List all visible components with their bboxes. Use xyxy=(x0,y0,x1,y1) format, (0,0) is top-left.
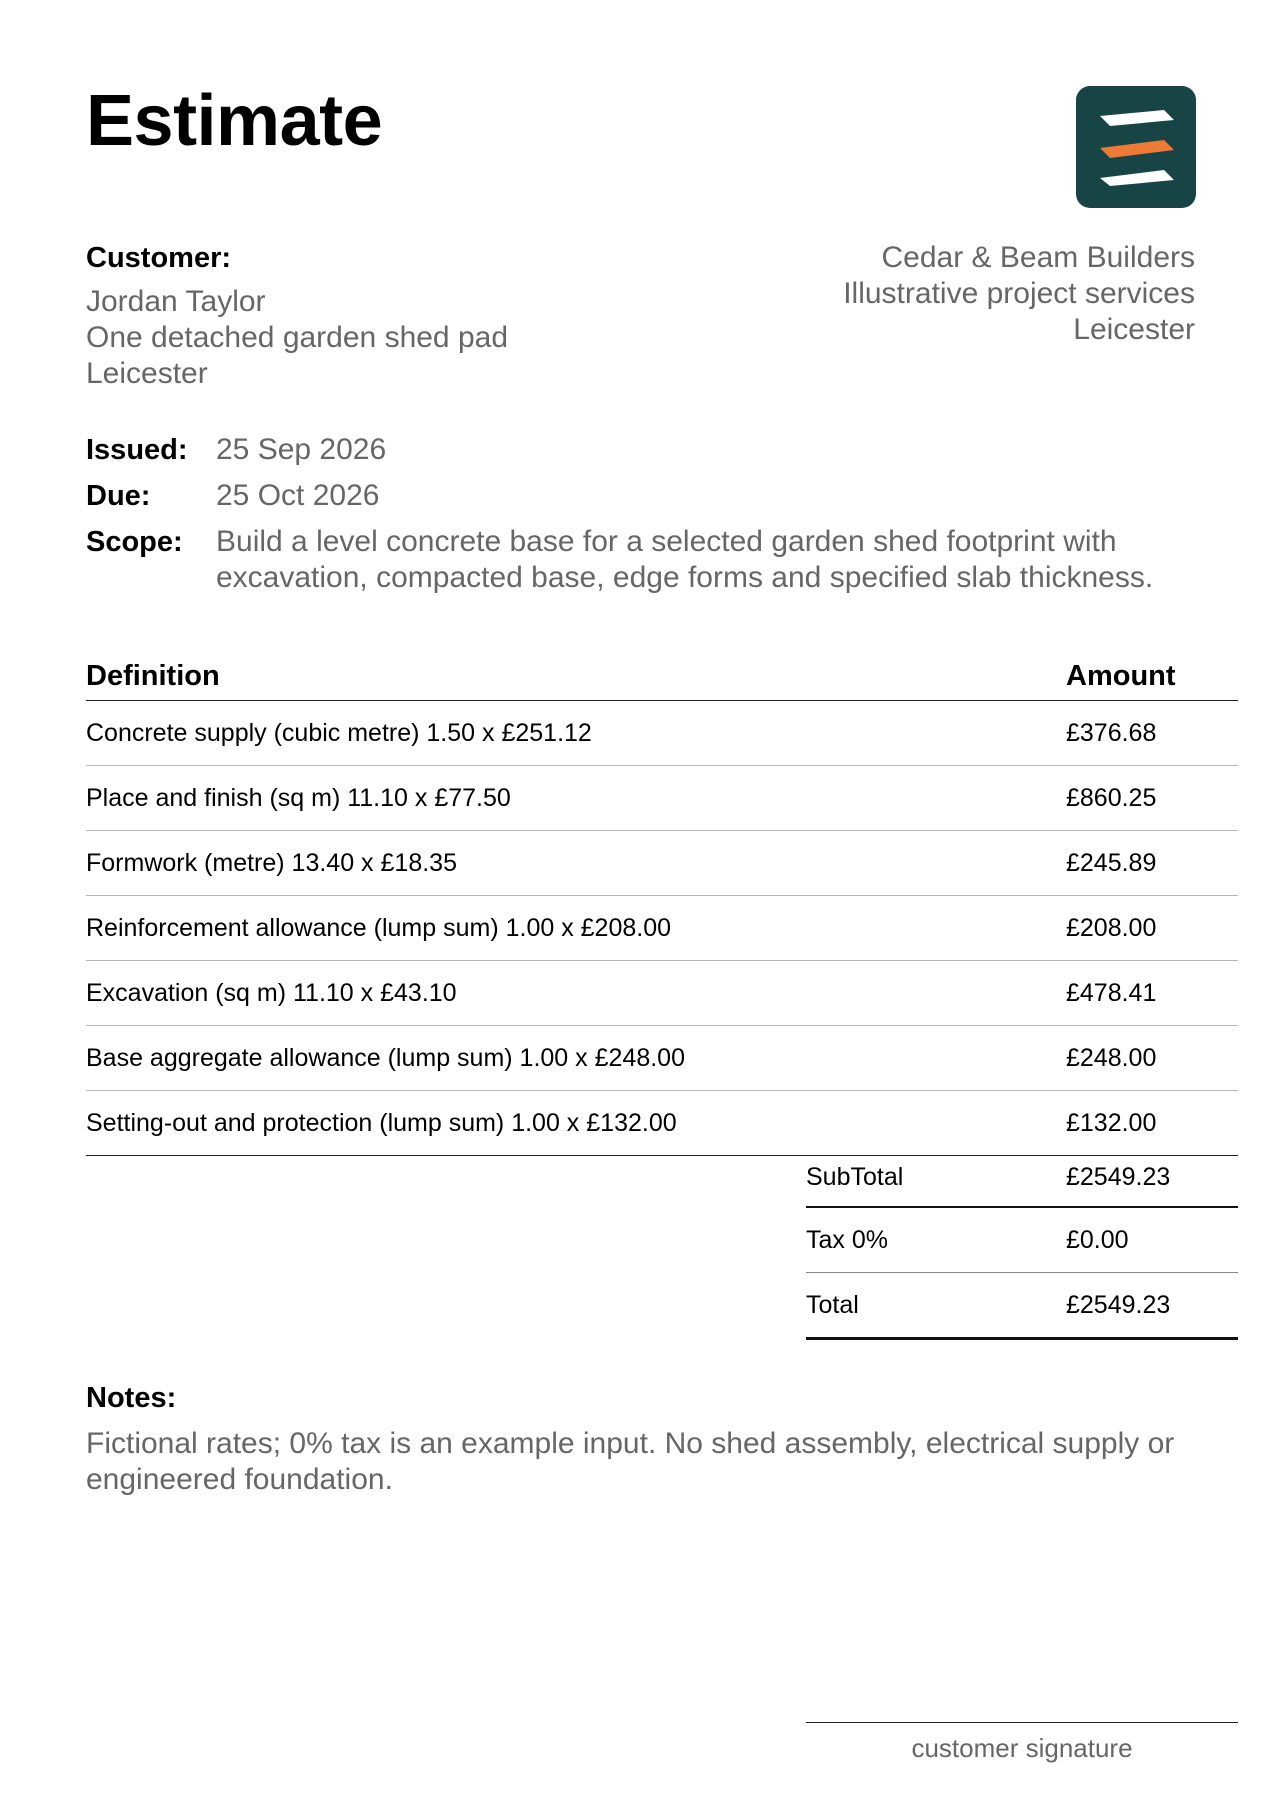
table-row xyxy=(86,701,1238,766)
page-title: Estimate xyxy=(86,81,383,161)
row-definition: Reinforcement allowance (lump sum) 1.00 x £208.00 xyxy=(86,913,672,942)
customer-label: Customer: xyxy=(86,242,232,274)
table-row xyxy=(86,961,1238,1026)
row-definition: Excavation (sq m) 11.10 x £43.10 xyxy=(86,978,457,1007)
subtotal-value: £2549.23 xyxy=(1066,1162,1171,1191)
tax-label: Tax 0% xyxy=(806,1225,888,1254)
total-row xyxy=(806,1273,1238,1340)
subtotal-row xyxy=(806,1148,1238,1208)
total-label: Total xyxy=(806,1290,859,1319)
signature-label: customer signature xyxy=(911,1733,1133,1763)
row-amount: £245.89 xyxy=(1066,848,1157,877)
row-amount: £860.25 xyxy=(1066,783,1157,812)
scope-label: Scope: xyxy=(86,526,183,558)
table-header xyxy=(86,652,1238,701)
issued-value: 25 Sep 2026 xyxy=(216,433,387,466)
row-definition: Setting-out and protection (lump sum) 1.00 x £132.00 xyxy=(86,1108,677,1137)
row-amount: £478.41 xyxy=(1066,978,1157,1007)
customer-details xyxy=(86,284,508,392)
subtotal-label: SubTotal xyxy=(806,1162,904,1191)
row-amount: £132.00 xyxy=(1066,1108,1157,1137)
company-name: Cedar & Beam Builders xyxy=(881,241,1195,274)
totals-block xyxy=(806,1148,1238,1340)
notes-text: Fictional rates; 0% tax is an example input. No shed assembly, electrical supply or engineered foundation. xyxy=(86,1427,1175,1496)
customer-name: Jordan Taylor xyxy=(86,285,266,318)
amount-header: Amount xyxy=(1066,659,1176,692)
issued-label: Issued: xyxy=(86,434,188,466)
customer-city: Leicester xyxy=(86,357,208,390)
due-label: Due: xyxy=(86,480,151,512)
company-city: Leicester xyxy=(1073,313,1195,346)
signature-line xyxy=(806,1722,1238,1723)
row-amount: £376.68 xyxy=(1066,718,1157,747)
table-row xyxy=(86,766,1238,831)
company-details xyxy=(843,240,1195,348)
table-row xyxy=(86,1091,1238,1156)
row-definition: Concrete supply (cubic metre) 1.50 x £251.12 xyxy=(86,718,592,747)
due-row xyxy=(86,478,1206,514)
row-definition: Formwork (metre) 13.40 x £18.35 xyxy=(86,848,457,877)
table-row xyxy=(86,831,1238,896)
row-definition: Base aggregate allowance (lump sum) 1.00 x £248.00 xyxy=(86,1043,685,1072)
due-value: 25 Oct 2026 xyxy=(216,479,380,512)
row-definition: Place and finish (sq m) 11.10 x £77.50 xyxy=(86,783,511,812)
scope-value: Build a level concrete base for a selected garden shed footprint with excavation, compacted base, edge forms and specified slab thickness. xyxy=(216,525,1154,594)
table-row xyxy=(86,896,1238,961)
table-row xyxy=(86,1026,1238,1091)
definition-header: Definition xyxy=(86,659,220,692)
tax-row xyxy=(806,1208,1238,1273)
scope-row xyxy=(86,524,1206,596)
row-amount: £208.00 xyxy=(1066,913,1157,942)
company-tagline: Illustrative project services xyxy=(843,277,1195,310)
line-items-table xyxy=(86,652,1238,1156)
customer-project: One detached garden shed pad xyxy=(86,321,509,354)
estimate-meta xyxy=(86,432,1206,606)
notes-label: Notes: xyxy=(86,1382,177,1414)
company-logo-icon xyxy=(1076,86,1196,208)
row-amount: £248.00 xyxy=(1066,1043,1157,1072)
issued-row xyxy=(86,432,1206,468)
tax-value: £0.00 xyxy=(1066,1225,1129,1254)
total-value: £2549.23 xyxy=(1066,1290,1171,1319)
